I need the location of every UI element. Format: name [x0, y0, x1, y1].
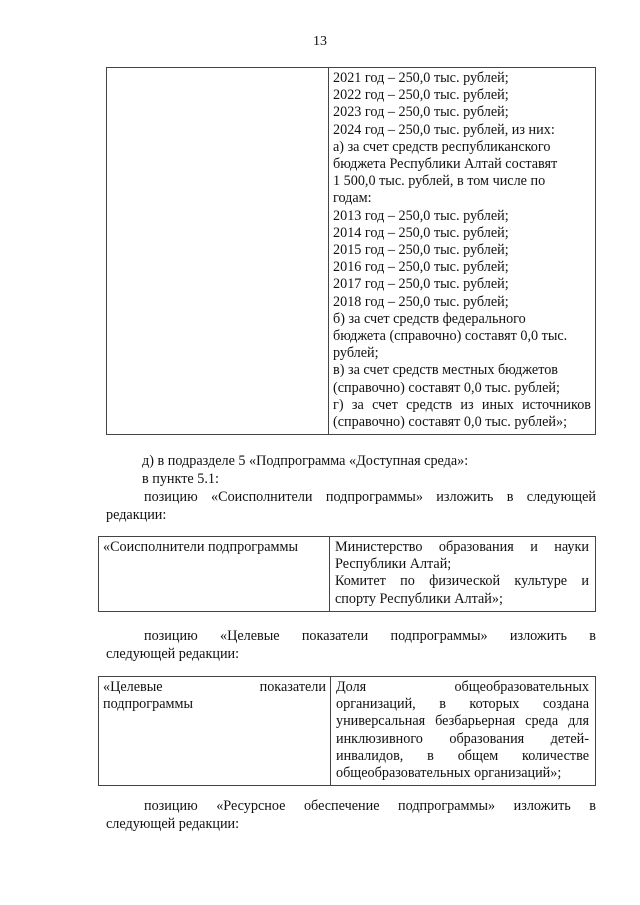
- paragraph-line: в пункте 5.1:: [142, 471, 219, 487]
- funding-line: 2024 год – 250,0 тыс. рублей, из них:: [333, 121, 555, 138]
- co-executors-value: [330, 537, 596, 612]
- funding-line: (справочно) составят 0,0 тыс. рублей»;: [333, 414, 568, 431]
- target-indicators-value: [331, 677, 596, 786]
- page-number: 13: [313, 34, 327, 49]
- target-indicators-label-line: «Целевые показатели: [103, 679, 326, 695]
- funding-line: (справочно) составят 0,0 тыс. рублей;: [333, 379, 560, 396]
- amendment-paragraph-resources: [106, 797, 596, 833]
- funding-line: 2022 год – 250,0 тыс. рублей;: [333, 87, 509, 104]
- target-indicators-line: универсальная безбарьерная среда для: [336, 713, 589, 730]
- paragraph-line: позицию «Соисполнители подпрограммы» изложить в следующей: [144, 489, 596, 505]
- funding-line: 2016 год – 250,0 тыс. рублей;: [333, 259, 509, 276]
- funding-line: б) за счет средств федерального: [333, 310, 526, 327]
- funding-line: в) за счет средств местных бюджетов: [333, 362, 558, 379]
- co-executors-line: Республики Алтай;: [335, 556, 452, 573]
- target-indicators-label: [99, 677, 331, 786]
- co-executors-line: Комитет по физической культуре и: [335, 573, 589, 590]
- target-indicators-line: инклюзивного образования детей-: [336, 730, 589, 747]
- funding-line: г) за счет средств из иных источников: [333, 396, 591, 413]
- target-indicators-label-line: подпрограммы: [103, 696, 193, 713]
- funding-line: рублей;: [333, 345, 379, 362]
- co-executors-line: Министерство образования и науки: [335, 539, 589, 555]
- funding-line: бюджета Республики Алтай составят: [333, 156, 558, 173]
- funding-line: 2015 год – 250,0 тыс. рублей;: [333, 242, 509, 259]
- co-executors-label: «Соисполнители подпрограммы: [99, 537, 330, 612]
- funding-line: 2023 год – 250,0 тыс. рублей;: [333, 104, 509, 121]
- amendment-paragraph-d: [106, 452, 596, 524]
- paragraph-line: следующей редакции:: [106, 816, 240, 832]
- resource-table-continued: [106, 67, 596, 435]
- target-indicators-line: общеобразовательных организаций»;: [336, 765, 562, 782]
- target-indicators-line: инвалидов, в общем количестве: [336, 747, 589, 764]
- target-indicators-table: [98, 676, 596, 786]
- target-indicators-line: организаций, в которых создана: [336, 696, 589, 713]
- funding-line: 2018 год – 250,0 тыс. рублей;: [333, 293, 509, 310]
- paragraph-line: редакции:: [106, 507, 167, 523]
- paragraph-line: д) в подразделе 5 «Подпрограмма «Доступная среда»:: [142, 453, 469, 469]
- co-executors-line: спорту Республики Алтай»;: [335, 590, 503, 607]
- resource-table-right-cell: [329, 68, 596, 435]
- funding-line: а) за счет средств республиканского: [333, 138, 551, 155]
- funding-line: 2013 год – 250,0 тыс. рублей;: [333, 207, 509, 224]
- paragraph-line: следующей редакции:: [106, 646, 240, 662]
- funding-line: бюджета (справочно) составят 0,0 тыс.: [333, 328, 568, 345]
- funding-line: годам:: [333, 190, 372, 207]
- funding-line: 2017 год – 250,0 тыс. рублей;: [333, 276, 509, 293]
- co-executors-table: [98, 536, 596, 612]
- funding-line: 2014 год – 250,0 тыс. рублей;: [333, 224, 509, 241]
- paragraph-line: позицию «Ресурсное обеспечение подпрограммы» изложить в: [144, 798, 596, 814]
- funding-line: 2021 год – 250,0 тыс. рублей;: [333, 70, 509, 86]
- amendment-paragraph-targets: [106, 627, 596, 663]
- funding-line: 1 500,0 тыс. рублей, в том числе по: [333, 173, 546, 190]
- target-indicators-line: Доля общеобразовательных: [336, 679, 589, 695]
- paragraph-line: позицию «Целевые показатели подпрограммы» изложить в: [144, 628, 596, 644]
- resource-table-left-cell: [107, 68, 329, 435]
